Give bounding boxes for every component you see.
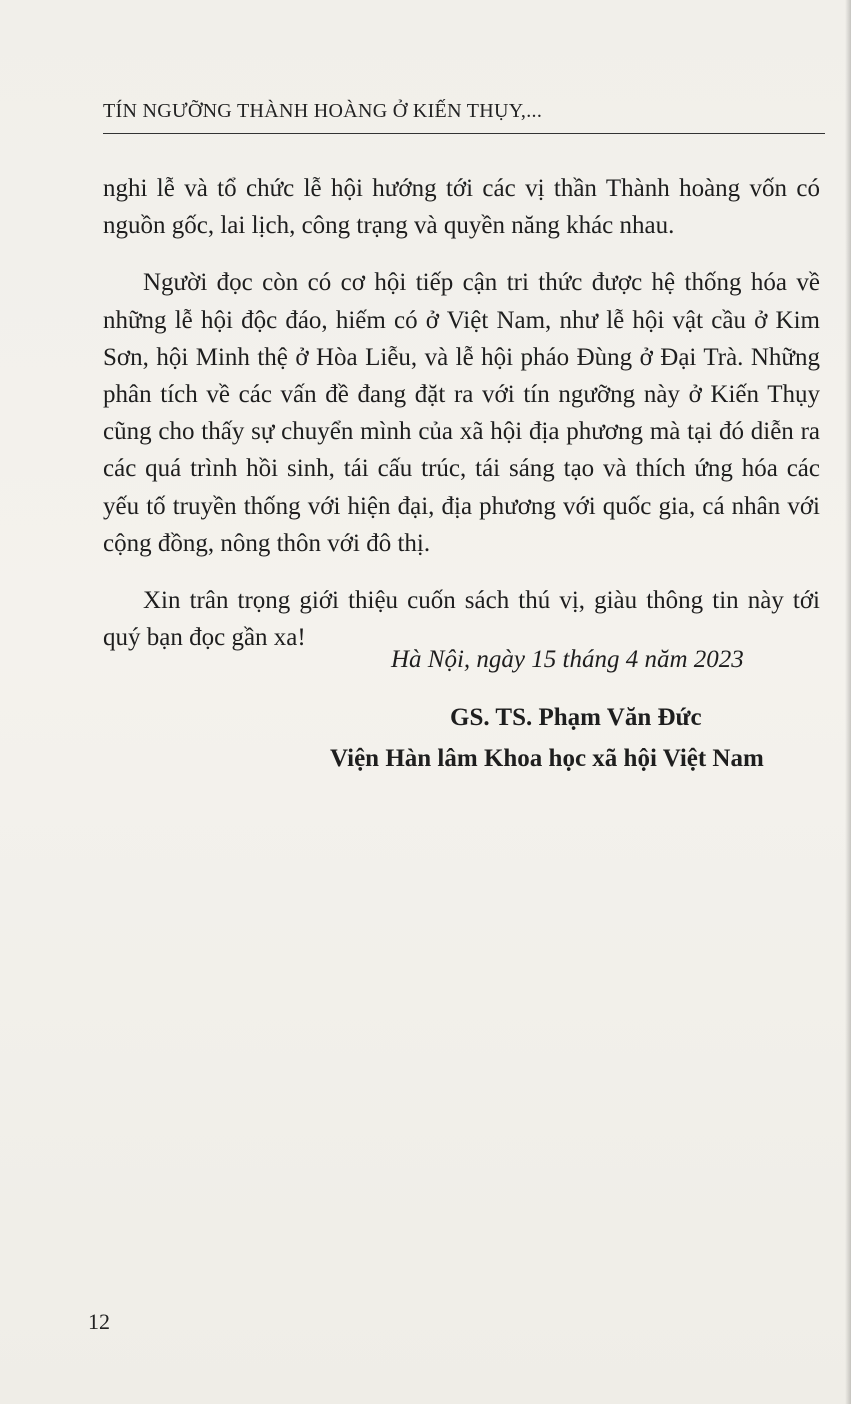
author-institution: Viện Hàn lâm Khoa học xã hội Việt Nam (330, 745, 764, 772)
header-rule (103, 133, 825, 134)
running-header: TÍN NGƯỠNG THÀNH HOÀNG Ở KIẾN THỤY,... (103, 100, 543, 122)
paragraph-2: Người đọc còn có cơ hội tiếp cận tri thức được hệ thống hóa về những lễ hội độc đáo, hiếm có ở Việt Nam, như lễ hội vật cầu ở Kim Sơn, hội Minh thệ ở Hòa Liễu, và lễ hội pháo Đùng ở Đại Trà. Những phân tích về các vấn đề đang đặt ra với tín ngưỡng này ở Kiến Thụy cũng cho thấy sự chuyển mình của xã hội địa phương mà tại đó diễn ra các quá trình hồi sinh, tái cấu trúc, tái sáng tạo và thích ứng hóa các yếu tố truyền thống với hiện đại, địa phương với quốc gia, cá nhân với cộng đồng, nông thôn với đô thị. (103, 269, 820, 557)
paragraph-1: nghi lễ và tổ chức lễ hội hướng tới các vị thần Thành hoàng vốn có nguồn gốc, lai lịch, công trạng và quyền năng khác nhau. (103, 175, 820, 240)
author-name: GS. TS. Phạm Văn Đức (450, 704, 702, 731)
paragraph-3: Xin trân trọng giới thiệu cuốn sách thú vị, giàu thông tin này tới quý bạn đọc gần xa! (103, 587, 820, 652)
date-line: Hà Nội, ngày 15 tháng 4 năm 2023 (391, 646, 744, 673)
page-edge-shadow (845, 0, 851, 1404)
body-text (103, 170, 820, 676)
page-number: 12 (88, 1309, 110, 1334)
